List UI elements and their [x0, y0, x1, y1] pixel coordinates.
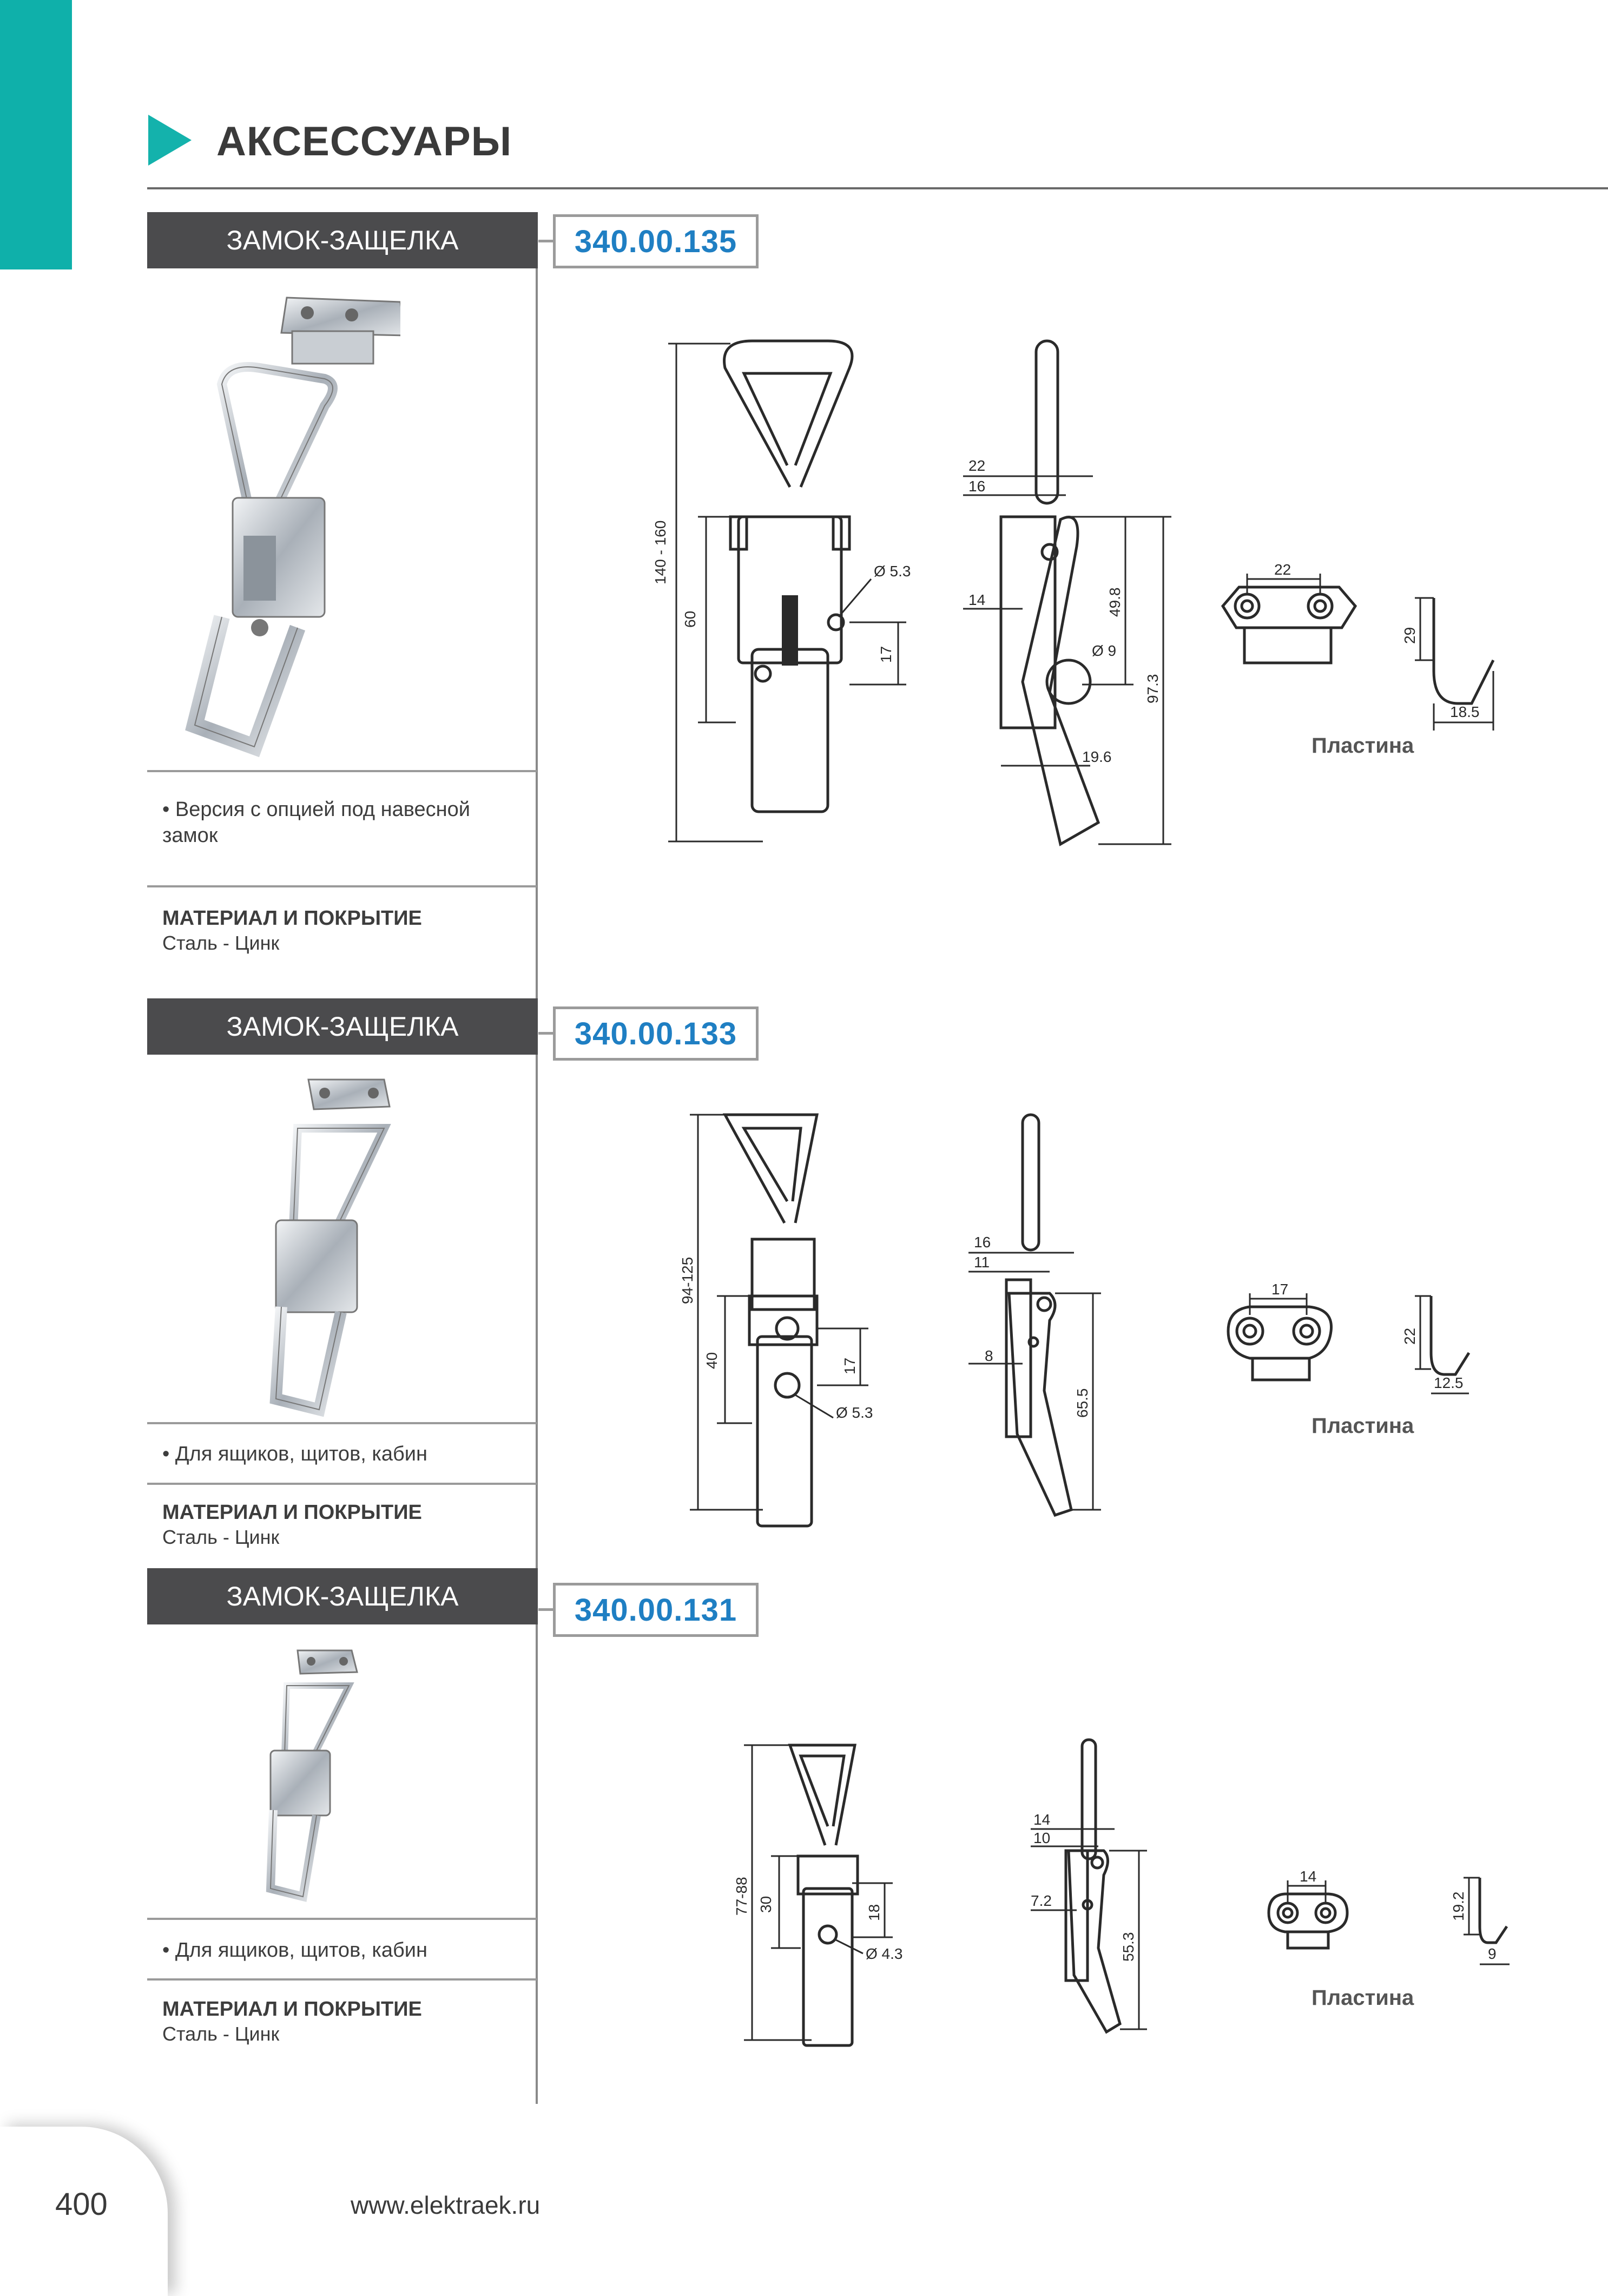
technical-drawing-3 [730, 1721, 1542, 2067]
section-heading-2: ЗАМОК-ЗАЩЕЛКА [147, 998, 538, 1055]
product-photo-2 [162, 1069, 400, 1426]
technical-drawing-2 [676, 1098, 1542, 1531]
material-title-2: МАТЕРИАЛ И ПОКРЫТИЕ [162, 1501, 422, 1524]
divider-3a [147, 1918, 537, 1920]
divider-1b [147, 885, 537, 887]
dim-hook-h-2: 22 [1401, 1327, 1418, 1345]
material-value-2: Сталь - Цинк [162, 1526, 280, 1548]
dim-hook-h-3: 19.2 [1450, 1891, 1467, 1921]
dim-top-b-2: 11 [974, 1254, 990, 1271]
dim-overall-1: 140 - 160 [652, 520, 669, 584]
dim-body-3: 30 [757, 1896, 774, 1913]
divider-2b [147, 1483, 537, 1485]
dim-h1-2: 65.5 [1074, 1388, 1091, 1418]
dim-hook-w-1: 18.5 [1450, 703, 1480, 720]
dim-top-b-3: 10 [1033, 1830, 1051, 1846]
product-code-3: 340.00.131 [553, 1583, 759, 1637]
feature-bullet-3: • Для ящиков, щитов, кабин [162, 1939, 427, 1962]
section-heading-1: ЗАМОК-ЗАЩЕЛКА [147, 212, 538, 268]
title-rule [147, 187, 1608, 189]
material-value-1: Сталь - Цинк [162, 932, 280, 954]
dim-overall-3: 77-88 [733, 1877, 750, 1916]
dim-top-a-1: 22 [968, 457, 986, 474]
dim-pin-1: Ø 9 [1092, 642, 1117, 659]
dim-top-a-3: 14 [1033, 1811, 1051, 1828]
title-arrow-icon [148, 115, 192, 166]
dim-hole-3: Ø 4.3 [866, 1945, 903, 1962]
plate-label-1: Пластина [1312, 734, 1414, 758]
dim-body-2: 40 [703, 1352, 720, 1369]
page-number: 400 [55, 2187, 108, 2222]
dim-h1-1: 49.8 [1106, 587, 1123, 617]
material-value-3: Сталь - Цинк [162, 2023, 280, 2045]
feature-bullet-1: • Версия с опцией под навесной замок [162, 798, 470, 847]
dim-side-2: 8 [985, 1347, 993, 1364]
dim-pitch-1: 17 [878, 646, 894, 663]
plate-label-2: Пластина [1312, 1414, 1414, 1438]
dim-overall-2: 94-125 [679, 1256, 696, 1304]
section-heading-3: ЗАМОК-ЗАЩЕЛКА [147, 1568, 538, 1624]
dim-side-1: 14 [968, 591, 986, 608]
dim-depth-1: 19.6 [1082, 748, 1112, 765]
product-code-2: 340.00.133 [553, 1006, 759, 1061]
teal-side-tab [0, 0, 72, 269]
technical-drawing-1 [622, 303, 1542, 866]
dim-h1-3: 55.3 [1120, 1932, 1137, 1962]
dim-top-b-1: 16 [968, 478, 986, 495]
dim-hole-1: Ø 5.3 [874, 563, 911, 580]
dim-plate-w-3: 14 [1300, 1868, 1317, 1885]
dim-side-3: 7.2 [1031, 1892, 1052, 1909]
dim-body-1: 60 [682, 610, 698, 628]
product-code-1: 340.00.135 [553, 214, 759, 268]
divider-1a [147, 770, 537, 772]
feature-bullet-2: • Для ящиков, щитов, кабин [162, 1443, 427, 1465]
column-divider [536, 212, 538, 2104]
dim-h2-1: 97.3 [1144, 674, 1161, 703]
product-photo-3 [162, 1642, 400, 1902]
dim-hook-w-3: 9 [1488, 1945, 1497, 1962]
dim-pitch-3: 18 [866, 1904, 882, 1921]
dim-hook-w-2: 12.5 [1434, 1374, 1464, 1391]
plate-label-3: Пластина [1312, 1986, 1414, 2010]
dim-hole-2: Ø 5.3 [836, 1404, 873, 1421]
divider-2a [147, 1422, 537, 1424]
divider-3b [147, 1978, 537, 1981]
material-title-1: МАТЕРИАЛ И ПОКРЫТИЕ [162, 907, 422, 930]
product-photo-1 [162, 281, 400, 758]
dim-top-a-2: 16 [974, 1234, 991, 1251]
dim-pitch-2: 17 [841, 1357, 858, 1374]
page-title: АКСЕССУАРЫ [216, 119, 512, 165]
dim-plate-w-1: 22 [1274, 561, 1291, 578]
dim-hook-h-1: 29 [1401, 627, 1418, 644]
dim-plate-w-2: 17 [1271, 1281, 1289, 1298]
website-link[interactable]: www.elektraek.ru [351, 2191, 541, 2219]
material-title-3: МАТЕРИАЛ И ПОКРЫТИЕ [162, 1998, 422, 2021]
